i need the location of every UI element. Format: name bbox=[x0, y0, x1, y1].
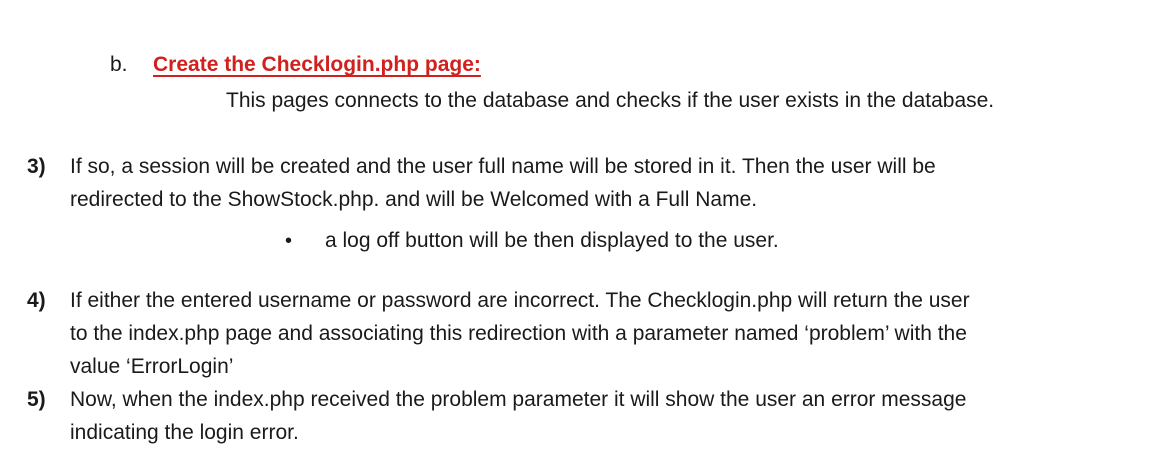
item-5-line-2: indicating the login error. bbox=[70, 421, 299, 444]
bullet-icon: • bbox=[285, 230, 293, 252]
item-5-line-1: Now, when the index.php received the problem parameter it will show the user an error message bbox=[70, 388, 967, 411]
item-4-marker: 4) bbox=[27, 289, 46, 312]
item-3-line-2: redirected to the ShowStock.php. and will be Welcomed with a Full Name. bbox=[70, 188, 758, 211]
section-b-description: This pages connects to the database and checks if the user exists in the database. bbox=[226, 89, 995, 112]
section-b-marker: b. bbox=[110, 53, 128, 76]
item-3-bullet-text: a log off button will be then displayed to the user. bbox=[325, 229, 779, 252]
item-4-line-2: to the index.php page and associating this redirection with a parameter named ‘problem’ with the bbox=[70, 322, 967, 345]
item-5-marker: 5) bbox=[27, 388, 46, 411]
item-4-line-3: value ‘ErrorLogin’ bbox=[70, 355, 234, 378]
item-4-line-1: If either the entered username or password are incorrect. The Checklogin.php will return the user bbox=[70, 289, 970, 312]
item-3-line-1: If so, a session will be created and the user full name will be stored in it. Then the user will be bbox=[70, 155, 936, 178]
item-3-marker: 3) bbox=[27, 155, 46, 178]
section-b-heading: Create the Checklogin.php page: bbox=[153, 53, 481, 76]
